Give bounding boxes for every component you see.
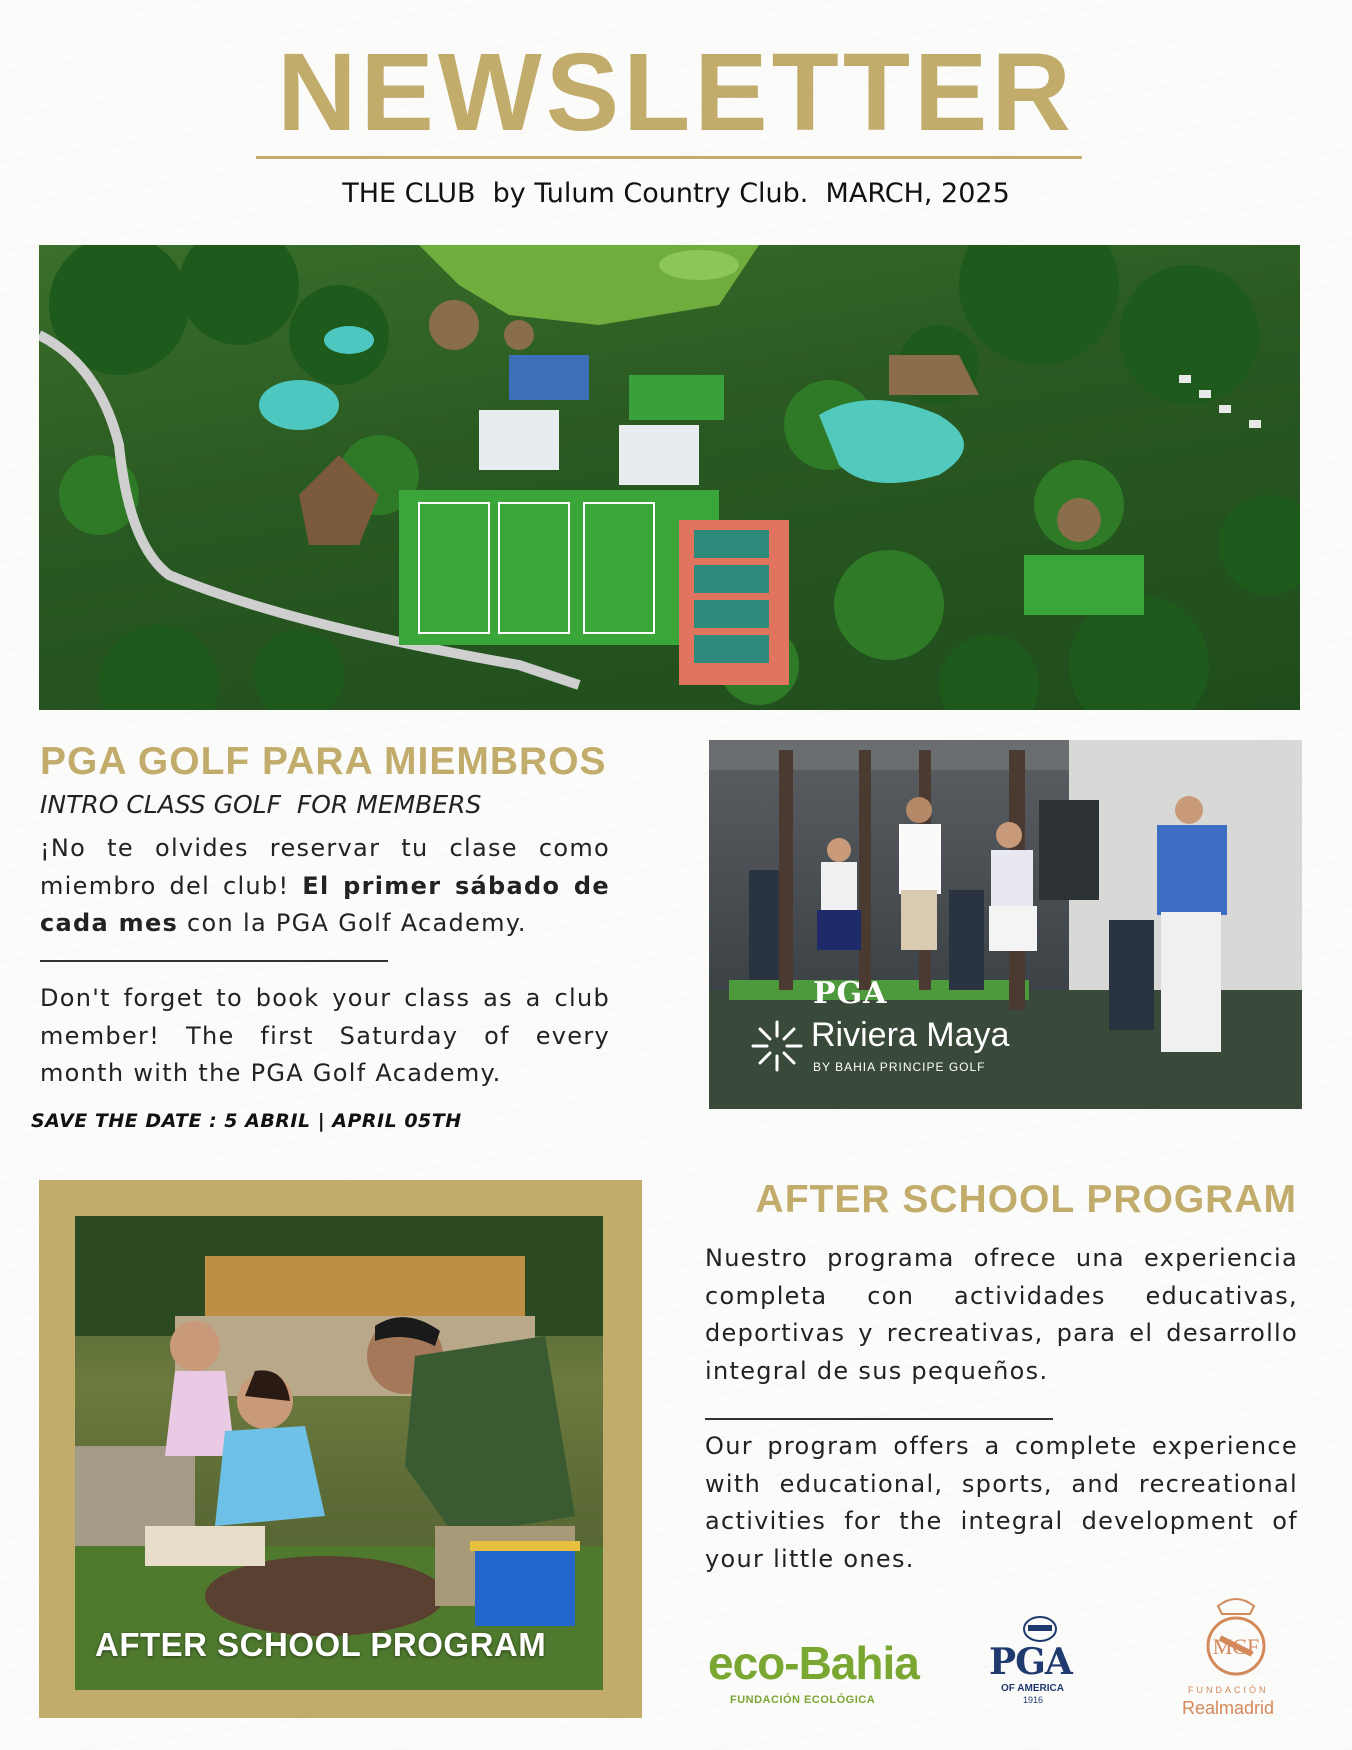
pga-america-wordmark: PGA (989, 1641, 1072, 1683)
newsletter-subtitle: THE CLUB by Tulum Country Club. MARCH, 2025 (342, 178, 1010, 209)
after-school-photo-caption: AFTER SCHOOL PROGRAM (95, 1626, 547, 1663)
after-school-heading: AFTER SCHOOL PROGRAM (755, 1178, 1297, 1221)
pga-america-year: 1916 (1023, 1695, 1044, 1705)
save-the-date: SAVE THE DATE : 5 ABRIL | APRIL 05TH (31, 1110, 462, 1132)
pga-photo-logo-tagline: BY BAHIA PRINCIPE GOLF (813, 1060, 986, 1074)
pga-golf-photo (709, 740, 1302, 1109)
hero-aerial-photo (39, 245, 1300, 710)
eco-bahia-logo-wordmark: eco-Bahia (708, 1637, 919, 1689)
real-madrid-fundacion-label: FUNDACIÓN (1188, 1685, 1269, 1695)
pga-photo-logo-brand: PGA (813, 976, 888, 1011)
after-school-photo (75, 1216, 603, 1690)
newsletter-title: NEWSLETTER (277, 31, 1075, 154)
real-madrid-crest-icon (1176, 1590, 1296, 1685)
title-divider (256, 156, 1082, 159)
pga-section-subheading: INTRO CLASS GOLF FOR MEMBERS (40, 790, 482, 819)
real-madrid-wordmark: Realmadrid (1182, 1698, 1275, 1718)
svg-text:MCF: MCF (1212, 1634, 1260, 1659)
after-school-english-text: Our program offers a complete experience with educational, sports, and recreational activities for the integral development of your little ones. (705, 1432, 1298, 1573)
pga-america-subtitle: OF AMERICA (1001, 1683, 1064, 1694)
pga-spanish-text: ¡No te olvides reservar tu clase como miembro del club! El primer sábado de cada mes con la PGA Golf Academy. (40, 834, 610, 937)
after-school-divider (705, 1418, 1053, 1420)
pga-section-heading: PGA GOLF PARA MIEMBROS (40, 740, 607, 783)
eco-bahia-logo-subtitle: FUNDACIÓN ECOLÓGICA (730, 1694, 876, 1706)
after-school-spanish-text: Nuestro programa ofrece una experiencia completa con actividades educativas, deportivas y recreativas, para el desarrollo integral de sus pequeños. (705, 1244, 1298, 1385)
fundacion-real-madrid-logo (1176, 1590, 1296, 1720)
eco-bahia-logo (706, 1636, 919, 1716)
pga-of-america-logo (985, 1605, 1095, 1705)
pga-photo-logo-location: Riviera Maya (811, 1016, 1010, 1054)
pga-america-crest-icon (985, 1605, 1095, 1645)
sun-logo-icon (749, 1018, 805, 1074)
pga-divider (40, 960, 388, 962)
pga-english-text: Don't forget to book your class as a club member! The first Saturday of every month with the PGA Golf Academy. (40, 984, 610, 1087)
